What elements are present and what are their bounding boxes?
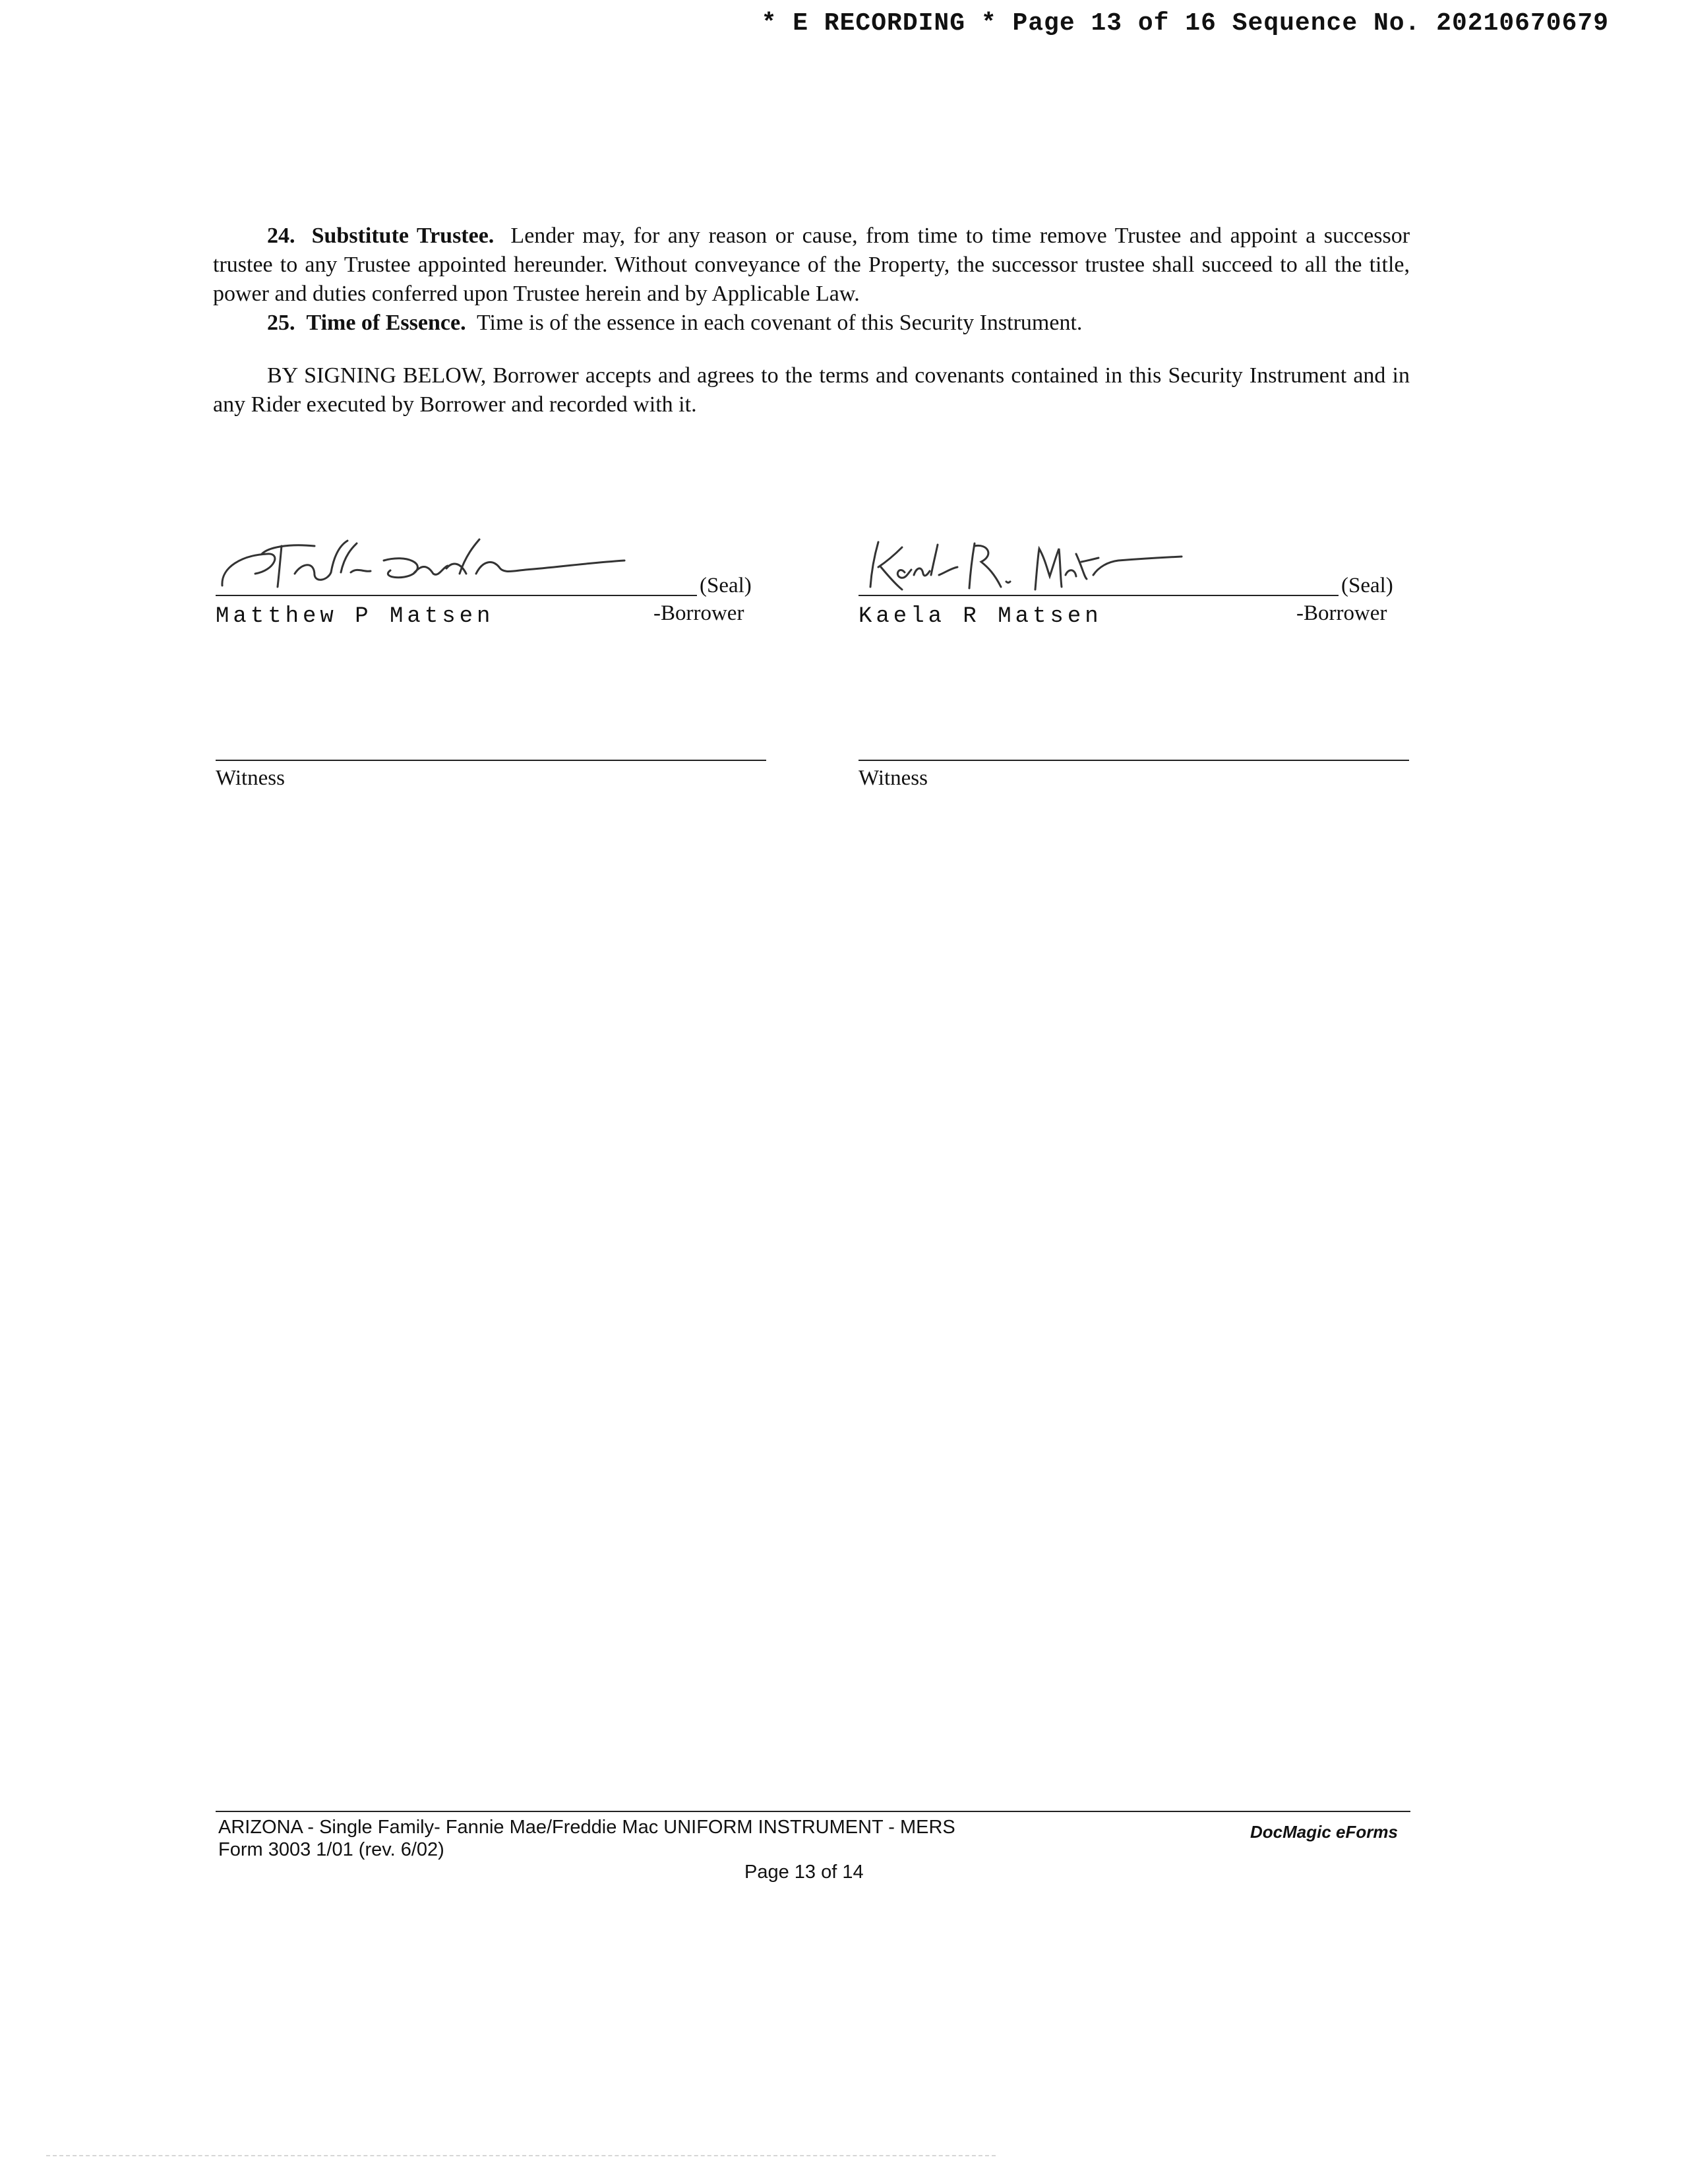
section-25-heading: Time of Essence. xyxy=(306,311,466,335)
signature-block-borrower-2 xyxy=(859,541,1407,640)
section-24 xyxy=(213,222,1410,309)
section-25 xyxy=(213,309,1410,338)
witness-label-1: Witness xyxy=(216,766,285,790)
witness-block-2 xyxy=(859,752,1409,798)
recording-header: * E RECORDING * Page 13 of 16 Sequence No. 20210670679 xyxy=(761,9,1609,38)
section-25-number: 25. xyxy=(267,311,295,335)
borrower-role-2: -Borrower xyxy=(1296,601,1387,625)
form-info xyxy=(218,1816,955,1861)
borrower-role-1: -Borrower xyxy=(653,601,744,625)
footer-divider xyxy=(216,1811,1410,1812)
acceptance-paragraph: BY SIGNING BELOW, Borrower accepts and agrees to the terms and covenants contained in this Security Instrument and in any Rider executed by Borrower and recorded with it. xyxy=(213,363,1410,417)
witness-label-2: Witness xyxy=(859,766,928,790)
seal-label-2: (Seal) xyxy=(1341,574,1393,597)
signature-line-2 xyxy=(859,595,1339,596)
witness-line-1 xyxy=(216,760,766,761)
borrower-name-2: Kaela R Matsen xyxy=(859,604,1102,629)
scan-artifact-divider xyxy=(46,2155,996,2156)
borrower-name-1: Matthew P Matsen xyxy=(216,604,495,629)
seal-label-1: (Seal) xyxy=(700,574,752,597)
handwritten-signature-1 xyxy=(216,534,638,597)
section-24-text: Lender may, for any reason or cause, from time to time remove Trustee and appoint a successor trustee to any Trustee appointed hereunder. Without conveyance of the Property, the successor trustee shall succeed to all the title, power and duties conferred upon Trustee herein and by Applicable Law. xyxy=(213,224,1410,306)
form-number: Form 3003 1/01 (rev. 6/02) xyxy=(218,1839,444,1860)
form-title: ARIZONA - Single Family- Fannie Mae/Freddie Mac UNIFORM INSTRUMENT - MERS xyxy=(218,1817,955,1838)
witness-block-1 xyxy=(216,752,766,798)
page-number: Page 13 of 14 xyxy=(744,1862,864,1883)
section-24-heading: Substitute Trustee. xyxy=(311,224,495,248)
section-25-text: Time is of the essence in each covenant of this Security Instrument. xyxy=(476,311,1083,335)
docmagic-logo: DocMagic eForms xyxy=(1250,1822,1398,1842)
document-body xyxy=(213,222,1410,419)
signature-line-1 xyxy=(216,595,697,596)
section-24-number: 24. xyxy=(267,224,295,248)
handwritten-signature-2 xyxy=(859,535,1188,598)
signature-block-borrower-1 xyxy=(216,541,764,640)
witness-line-2 xyxy=(859,760,1409,761)
